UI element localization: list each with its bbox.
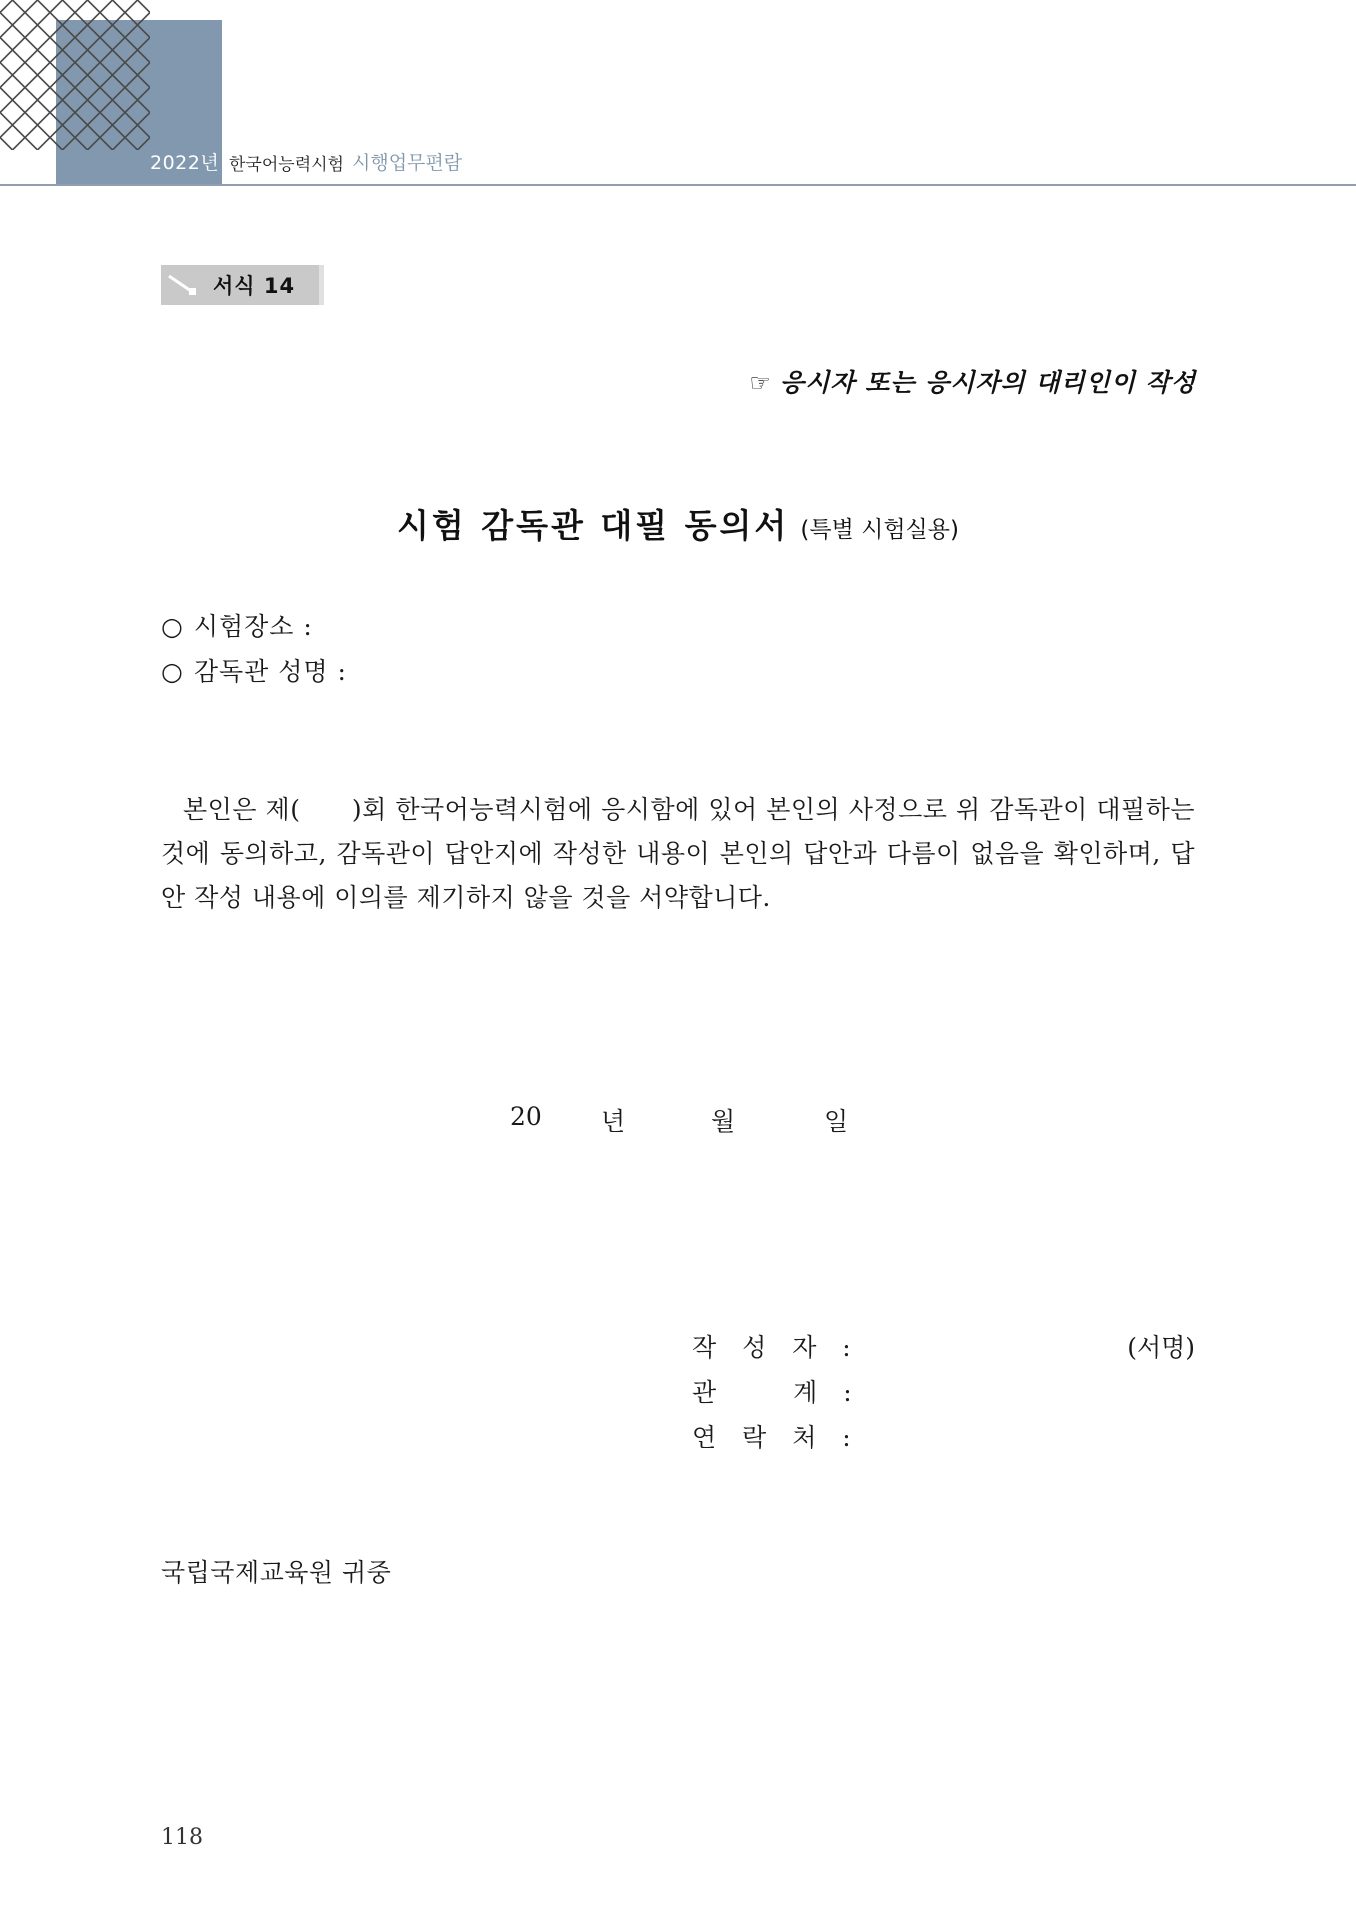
pointing-hand-icon: ☞: [749, 369, 772, 397]
circle-bullet: ○: [161, 612, 184, 641]
title-main: 시험 감독관 대필 동의서: [397, 506, 790, 545]
field-exam-venue: [161, 607, 313, 643]
document-title: [0, 500, 1356, 547]
date-day-unit: 일: [824, 1107, 849, 1136]
form-number-label: 서식 14: [213, 274, 296, 298]
statement-text: 본인은 제( )회 한국어능력시험에 응시함에 있어 본인의 사정으로 위 감독관이 대필하는 것에 동의하고, 감독관이 답안지에 작성한 내용이 본인의 답안과 다름이 없음을 확인하며, 답안 작성 내용에 이의를 제기하지 않을 것을 서약합니다.: [161, 795, 1195, 912]
date-year-unit: 년: [601, 1107, 626, 1136]
header-exam-name: 한국어능력시험: [229, 155, 344, 175]
contact-label: 연 락 처 :: [692, 1423, 860, 1452]
header-year: 2022년: [150, 152, 220, 174]
author-note-text: 응시자 또는 응시자의 대리인이 작성: [779, 368, 1196, 397]
writer-label: 작 성 자 :: [692, 1333, 860, 1362]
circle-bullet: ○: [161, 657, 184, 686]
header-guide-name: 시행업무편람: [352, 152, 463, 174]
lattice-pattern: [0, 0, 150, 150]
field-label: 시험장소 :: [193, 612, 313, 641]
relation-label: 관 계 :: [692, 1378, 861, 1407]
form-number-badge: [161, 265, 324, 305]
page-number: 118: [161, 1825, 203, 1850]
title-sub: (특별 시험실용): [800, 517, 959, 543]
sign-mark: (서명): [1127, 1333, 1195, 1362]
field-label: 감독관 성명 :: [193, 657, 347, 686]
corner-arrow-icon: [165, 271, 201, 299]
consent-statement: [161, 788, 1195, 920]
recipient: 국립국제교육원 귀중: [161, 1558, 392, 1587]
author-note: [749, 363, 1196, 399]
header-rule: [0, 184, 1356, 186]
date-year-prefix: 20: [510, 1102, 542, 1131]
date-month-unit: 월: [711, 1107, 736, 1136]
field-supervisor-name: [161, 652, 347, 688]
